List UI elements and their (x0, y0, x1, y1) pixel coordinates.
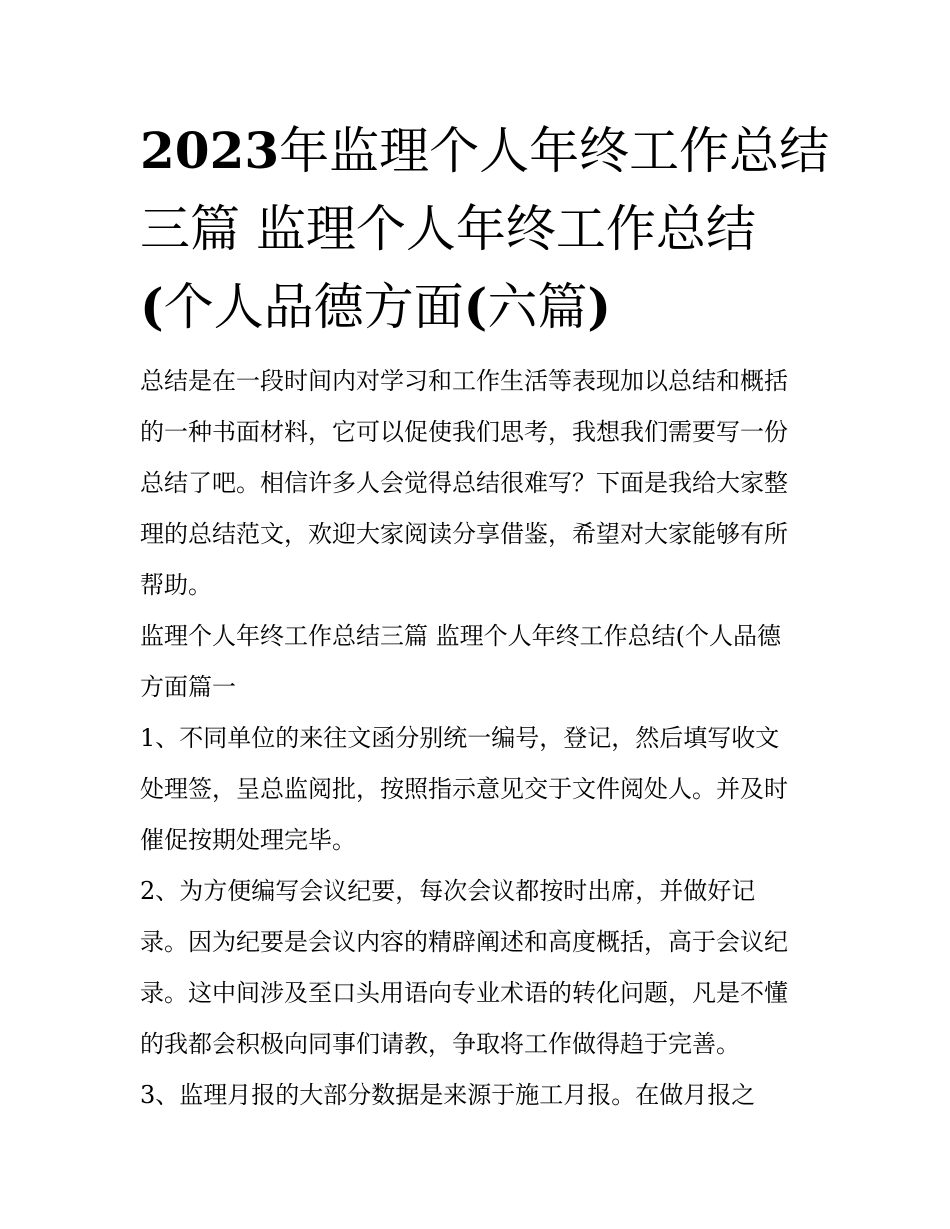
title-paren-close: ) (587, 277, 612, 336)
item-1-line: 催促按期处理完毕。 (140, 826, 356, 854)
item-2-paragraph (140, 866, 820, 1070)
title-paren-open: ( (140, 277, 164, 336)
intro-line: 理的总结范文，欢迎大家阅读分享借鉴，希望对大家能够有所 (140, 520, 788, 548)
intro-line: 帮助。 (140, 571, 212, 599)
intro-line: 的一种书面材料，它可以促使我们思考，我想我们需要写一份 (140, 418, 788, 446)
title-line-3 (140, 268, 820, 346)
title-line-1 (140, 112, 830, 190)
item-3-paragraph (140, 1070, 820, 1121)
section-heading (140, 611, 820, 713)
item-2-line: 录。这中间涉及至口头用语向专业术语的转化问题，凡是不懂 (140, 979, 788, 1007)
section-heading-line: 监理个人年终工作总结三篇 监理个人年终工作总结(个人品德 (140, 622, 781, 650)
title-year: 2023 (140, 121, 280, 180)
intro-line: 总结了吧。相信许多人会觉得总结很难写？下面是我给大家整 (140, 469, 788, 497)
item-1-line: 1、不同单位的来往文函分别统一编号，登记，然后填写收文 (140, 724, 780, 752)
item-2-line: 的我都会积极向同事们请教，争取将工作做得趋于完善。 (140, 1030, 740, 1058)
intro-line: 总结是在一段时间内对学习和工作生活等表现加以总结和概括 (140, 367, 788, 395)
document-title (140, 112, 830, 346)
title-paren-open-2: ( (463, 277, 488, 336)
item-2-line: 2、为方便编写会议纪要，每次会议都按时出席，并做好记 (140, 877, 756, 905)
title-line-3-end: 六篇 (487, 278, 588, 336)
title-line-1-text: 年监理个人年终工作总结 (279, 122, 830, 180)
item-2-line: 录。因为纪要是会议内容的精辟阐述和高度概括，高于会议纪 (140, 928, 788, 956)
item-3-line: 3、监理月报的大部分数据是来源于施工月报。在做月报之 (140, 1081, 756, 1109)
title-line-3-mid: 个人品德方面 (163, 278, 464, 336)
document-body (140, 356, 820, 1121)
item-1-paragraph (140, 713, 820, 866)
section-heading-line: 方面篇一 (140, 673, 236, 701)
item-1-line: 处理签，呈总监阅批，按照指示意见交于文件阅处人。并及时 (140, 775, 788, 803)
intro-paragraph (140, 356, 820, 611)
title-line-2: 三篇 监理个人年终工作总结 (140, 200, 756, 258)
